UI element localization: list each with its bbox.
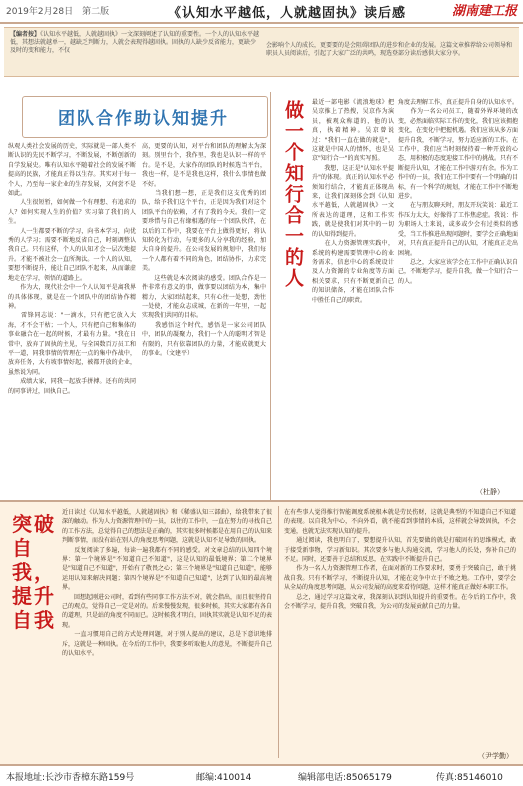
footer-editor-phone: 编辑部电话:85065179	[298, 773, 392, 783]
editor-note-right: 会影响个人的成长，更要要的是会阻碍团队的进步和企业的发展。这篇文章推荐给公司领导和职员人员阅读后，引起了大家广泛的共鸣，现选登部分读后感供大家分享。	[266, 42, 513, 57]
page-footer	[0, 764, 523, 786]
section2-title: 做一个知行合一的人	[282, 100, 304, 289]
editor-text-left: 《认知水平越低，人就越固执》一文深刻阐述了认知的重要性。一个人的认知水平越低，其想法就越单一，越缺乏判断力，人就会表现得越固执。固执的人缺少反省能力，更缺少及时的变和能力，不仅	[10, 31, 260, 54]
section3-author: （尹学勤）	[478, 752, 513, 760]
footer-address: 本报地址:长沙市香樟东路159号	[6, 773, 135, 783]
newspaper-logo: 湖南建工报	[437, 0, 517, 22]
page-title: 《认知水平越低，人就越固执》读后感	[168, 6, 407, 21]
section2-author: （杜静）	[476, 488, 504, 496]
section3-column-1: 近日读过《认知水平越低，人就越固执》和《稀盛认知三部曲》，给我带来了很深的触动。作为人力资源管理中的一员，以往的工作中，一直在努力的寻找自己的工作方法，总觉得自己的想法是正确的，其实很多时候都是在用自己的认知来判断事情，而没有站在别人的角度思考问题，这就是认知不足导致的固执。 反复阅读了多遍，每读一遍我都有不同的感受。对文章总结的认知四个境界：第一个境界是"不知道自己不知道"，这是认知的最低境界；第二个境界是"知道自己不知道"，开始有了敬畏之心；第三个境界是"知道自己知道"，能够运用认知来解决问题；第四个境界是"不知道自己知道"，达到了认知的最高境界。 回想起刚进公司时，看到有些同事工作方法不对，就会指出，而且很坚持自己的观点，觉得自己一定是对的。后来慢慢发现，很多时候，其实大家都有各自的道理，只是站的角度不同而已。这时候我才明白，固执其实就是认知不足的表现。 一直习惯用自己的方式处理问题，对于别人提出的建议，总是下意识地排斥，这就是一种固执。在今后的工作中，我要多听取他人的意见，不断提升自己的认知水平。	[62, 509, 273, 658]
editor-label: 【编者按】	[10, 31, 41, 38]
section1-column-2: 高，更要的认知，对平台和团队的理解太为深刻。别里台个，我作里，我也是认识一样的平台。是不是，大家作的团队的时候选当平台，我也一样，是不是我也这样，我什么事情也做不好。 当我们想一想，正是我们这支优秀的团队，给予我们这个平台，正是因为我们对这个团队平台的依赖，才有了我的今天。我们一定要珍惜与自己有缘相遇的每一个团队伙伴，在以后的工作中，我要在平台上做得更好，将认知转化为行动，与更多的人分享我的经验，加大自身的提升。在公司发展的规划中，我们每一个人都有着不同的角色，团结协作，力求完美。 这些就是本次阅读的感受。团队合作是一件非常有意义的事，做事要以团结为本，集中精力，大家团结起来，只有心往一处想，劲往一处使，才能众志成城，在新的一年里，一起实现我们共同的目标。 我感悟这个时代，感悟是一家公司团队中，团队的凝聚力，我们一个人的聪明才智是有限的，只有依靠团队的力量，才能成就更大的事业。（文建平）	[142, 143, 266, 357]
section1-column-1: 纵观人类社会发展的历史，实际就是一部人类不断认识的先民不断学习，不断发展，不断创新的自学发展史。唯有认知水平随着社会的发展不断提高的民族，才能真正得以生存。其实对于每一个人，乃至每一家企业的生存发展，又何尝不是如此。 人生很短暂，如何做一个有理想、有追求的人？如何实现人生的价值？实习第了我们的人生。 人一生都要不断的学习，向书本学习，向优秀的人学习；需要不断地反省自己，时刻调整认我自己。只有这样，个人的认知才会一层次地提升。才能不被社会一直所淘汰。一个人的认知，要想不断提升，能让自己团队不起来，从而谦虚地走在学习，领悟的道路上。 作为大，现代社会中一个人认知平是离我界的具体体现，就是在一个团队中的团结协作精神。 雷锋同志说："一滴水，只有把它放入大海，才不会干枯；一个人，只有把自己和集体的事业融合在一起的时候，才最有力量。"我在日常中，放弃了固执的主见，与全国数百万员工和平一道，同我事情的管理在一点的集中作战中，放弃任务，大有坡事情好起，被都开放的企业，虽然说为同。 成绩大家，同我一起放手拼搏。还有的共同的同事讲过，固执自己。	[8, 143, 136, 395]
section1-title: 团队合作助认知提升	[58, 109, 229, 129]
editor-note-left	[10, 31, 260, 55]
section3-column-2: 在有些事人觉得推行智能调度系统根本就是劳民伤财，这就是典型的不知道自己不知道的表现。以自我为中心，不向外看，就不能看到事情的本质，这样就会导致固执，不会变通，也就无法实现认知的提升。 通过阅读，我也明白了，要想提升认知，首先要做的就是打破固有的思维模式，敢于接受新事物，学习新知识。其次要多与他人沟通交流，学习他人的长处，弥补自己的不足。同时，还要善于总结和反思，在实践中不断提升自己。 作为一名人力资源管理工作者，在面对新的工作要求时，要勇于突破自己，敢于挑战自我。只有不断学习，不断提升认知，才能在竞争中立于不败之地。工作中，要学会从全局的角度思考问题，从公司发展的高度来看待问题，这样才能真正做好本职工作。 总之，通过学习这篇文章，我深刻认识到认知提升的重要性。在今后的工作中，我会不断学习，提升自我，突破自我，为公司的发展贡献自己的力量。	[284, 509, 516, 611]
page-header	[0, 0, 523, 24]
section2-column-2: 角度去理解工作，真正提升自身的认知水平。 作为一名公司员工，随着外界环境的改变，必然面临实际工作的变化，我们应该拥抱变化，在变化中把握机遇。我们应该从多方面提升自我，不断学习，努力适应新的工作。在工作中，我们应当时刻保持着一种开放的心态，用积极的态度迎接工作中的挑战。只有不断提升认知，才能在工作中游刃有余。作为工作中的一员，我们在工作中要有一个明确的目标，有一个科学的规划，才能在工作中不断地进步。 在与朋友聊天时，朋友开玩笑说：最近工作压力太大，好像得了工作焦虑症。我说：作为职场人士来说，或多或少会有过类似的感受，当工作推进出现问题时，要学会正确地面对，只有真正提升自己的认知，才能真正走出困境。 总之，大家应该学会在工作中正确认识自己，不断地学习，提升自我，做一个知行合一的人。	[398, 99, 519, 285]
section2-column-1: 最近一部电影《流浪地球》把吴京推上了热搜，吴京作为演员，被观众称道的，他的认真，执着精神。吴京曾说过："我们一直在做的就是"，这就是中国人的情怀，也是吴京"知行合一"的真实写照。 我想，这正是"认知水平提升"的体现。真正的认知水平必须知行结合，才能真正体现出来，让我们深刻体会到《认知水平越低，人就越固执》一文所表达的道理，这和工作实践，就是使我们对其中的一切的认知得到提升。 在人力资源管理实践中，系统的构建需要管理中心的业务需求，信息中心的系统设计及人力资源的专业角度等方面相关要求，只有不断更新自己的知识储备，才能在团队合作中胜任自己的职责。	[312, 99, 394, 304]
header-rule	[0, 22, 523, 24]
column-divider	[270, 92, 271, 500]
section2-column-1b	[276, 284, 394, 492]
section3-title: 突破自我，提升自我	[12, 512, 56, 632]
section3-divider	[278, 506, 279, 758]
issue-date: 2019年2月28日 第二版	[6, 7, 110, 17]
footer-postcode: 邮编:410014	[196, 773, 252, 783]
footer-fax: 传真:85146010	[436, 773, 503, 783]
editor-note	[4, 27, 519, 77]
